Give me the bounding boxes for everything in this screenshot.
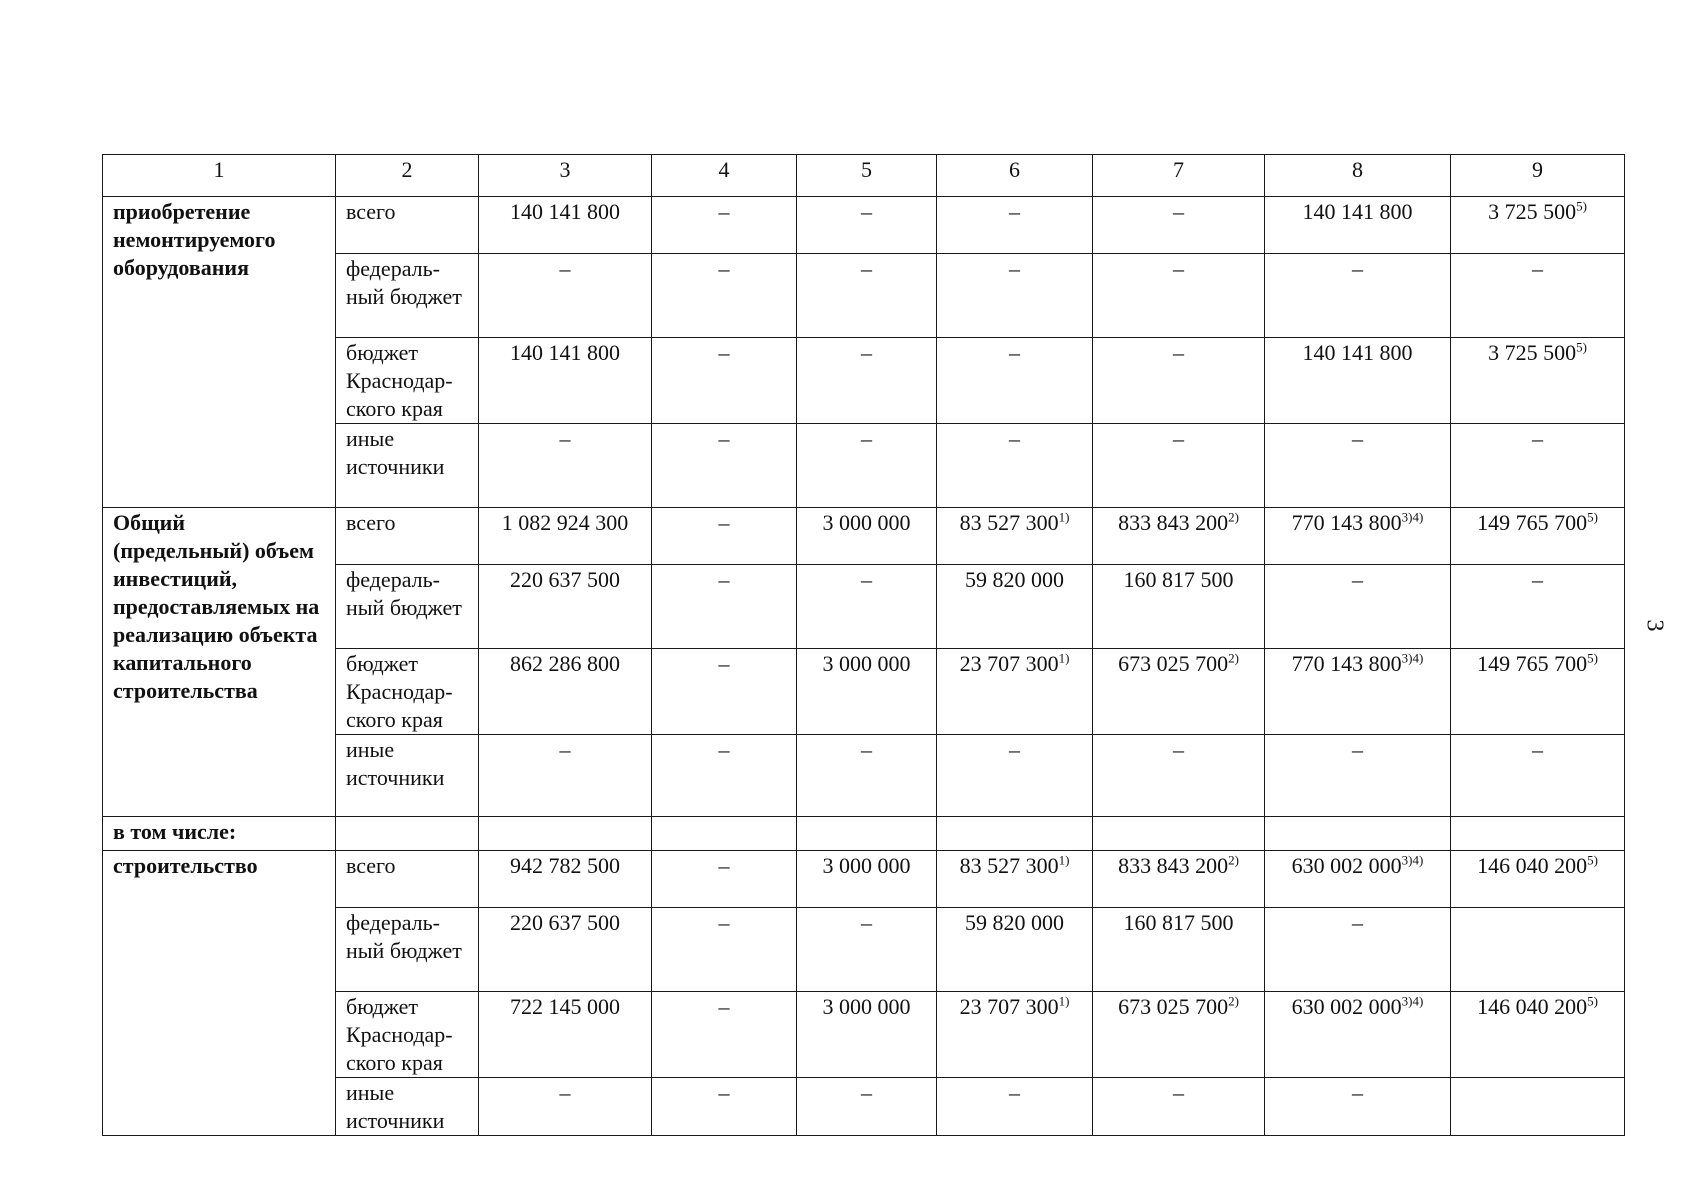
funding-source: всего xyxy=(336,851,479,908)
amount-value: 673 025 700 xyxy=(1118,651,1229,676)
amount-value: 630 002 000 xyxy=(1291,853,1402,878)
empty-cell xyxy=(1093,817,1265,851)
amount-cell xyxy=(1265,649,1451,735)
amount-cell xyxy=(1093,1078,1265,1136)
amount-value: – xyxy=(1173,340,1184,365)
table-row xyxy=(103,851,1625,908)
amount-cell xyxy=(1451,338,1625,424)
footnote-marker: 5) xyxy=(1587,509,1598,525)
amount-cell xyxy=(1093,565,1265,649)
amount-cell xyxy=(1265,338,1451,424)
amount-cell xyxy=(937,1078,1093,1136)
amount-cell xyxy=(1265,565,1451,649)
amount-cell xyxy=(937,649,1093,735)
amount-cell xyxy=(1093,424,1265,508)
amount-cell xyxy=(1093,735,1265,817)
amount-value: – xyxy=(559,256,571,281)
amount-cell xyxy=(479,851,652,908)
amount-value: 630 002 000 xyxy=(1291,994,1402,1019)
amount-value: 3 000 000 xyxy=(822,651,911,676)
column-number: 3 xyxy=(479,155,652,197)
amount-value: – xyxy=(718,853,730,878)
footnote-marker: 3)4) xyxy=(1401,852,1424,868)
amount-cell xyxy=(797,254,937,338)
amount-value: – xyxy=(1009,199,1020,224)
amount-cell xyxy=(1451,254,1625,338)
footnote-marker: 2) xyxy=(1228,509,1239,525)
amount-cell xyxy=(1093,338,1265,424)
amount-value: – xyxy=(559,426,571,451)
subsection-label: в том числе: xyxy=(103,817,336,851)
amount-cell xyxy=(797,565,937,649)
amount-value: 1 082 924 300 xyxy=(501,510,629,535)
amount-value: – xyxy=(559,737,571,762)
section-title: приобретение немонтируемого оборудования xyxy=(103,197,336,508)
amount-value: 146 040 200 xyxy=(1477,853,1588,878)
column-number: 2 xyxy=(336,155,479,197)
amount-value: 140 141 800 xyxy=(1302,340,1413,365)
amount-value: – xyxy=(718,737,730,762)
amount-value: – xyxy=(1532,426,1543,451)
amount-value: – xyxy=(861,1080,872,1105)
amount-value: – xyxy=(718,567,730,592)
amount-cell xyxy=(652,508,797,565)
empty-cell xyxy=(1451,817,1625,851)
amount-value: – xyxy=(1173,256,1184,281)
amount-value: 220 637 500 xyxy=(510,567,620,592)
amount-cell xyxy=(937,565,1093,649)
amount-cell xyxy=(652,424,797,508)
amount-value: 833 843 200 xyxy=(1118,853,1229,878)
amount-value: 140 141 800 xyxy=(1302,199,1413,224)
amount-value: – xyxy=(718,510,730,535)
footnote-marker: 3)4) xyxy=(1401,993,1424,1009)
funding-source: федераль-ный бюджет xyxy=(336,254,479,338)
amount-cell xyxy=(937,851,1093,908)
amount-cell xyxy=(652,565,797,649)
amount-value: 3 725 500 xyxy=(1488,199,1577,224)
amount-value: 3 000 000 xyxy=(822,853,911,878)
amount-value: 722 145 000 xyxy=(510,994,620,1019)
amount-value: – xyxy=(1173,737,1184,762)
amount-value: 23 707 300 xyxy=(959,651,1059,676)
amount-value: – xyxy=(1173,426,1184,451)
amount-value: 83 527 300 xyxy=(959,853,1059,878)
amount-value: 220 637 500 xyxy=(510,910,620,935)
amount-value: 770 143 800 xyxy=(1291,651,1402,676)
funding-source: бюджет Краснодар-ского края xyxy=(336,338,479,424)
amount-value: – xyxy=(718,1080,730,1105)
amount-cell xyxy=(1265,1078,1451,1136)
amount-value: 770 143 800 xyxy=(1291,510,1402,535)
empty-cell xyxy=(479,817,652,851)
amount-cell xyxy=(797,338,937,424)
amount-value: – xyxy=(1532,567,1543,592)
amount-value: – xyxy=(861,737,872,762)
amount-value: – xyxy=(861,910,872,935)
amount-cell xyxy=(652,338,797,424)
amount-cell xyxy=(1451,197,1625,254)
empty-cell xyxy=(797,817,937,851)
amount-value: 146 040 200 xyxy=(1477,994,1588,1019)
column-number: 5 xyxy=(797,155,937,197)
amount-value: 942 782 500 xyxy=(510,853,620,878)
funding-source: всего xyxy=(336,508,479,565)
amount-cell xyxy=(652,197,797,254)
amount-value: 3 000 000 xyxy=(822,994,911,1019)
amount-value: 149 765 700 xyxy=(1477,651,1588,676)
amount-cell xyxy=(937,735,1093,817)
amount-cell xyxy=(1451,565,1625,649)
section-title: Общий (предельный) объем инвестиций, предоставляемых на реализацию объекта капитального строительства xyxy=(103,508,336,817)
funding-source: всего xyxy=(336,197,479,254)
amount-value: – xyxy=(1352,256,1363,281)
column-number: 1 xyxy=(103,155,336,197)
amount-value: – xyxy=(718,199,730,224)
amount-value: 140 141 800 xyxy=(510,199,620,224)
footnote-marker: 5) xyxy=(1587,650,1598,666)
footnote-marker: 2) xyxy=(1228,650,1239,666)
column-number: 6 xyxy=(937,155,1093,197)
column-number: 7 xyxy=(1093,155,1265,197)
funding-source: иные источники xyxy=(336,1078,479,1136)
amount-cell xyxy=(937,508,1093,565)
amount-cell xyxy=(479,1078,652,1136)
footnote-marker: 2) xyxy=(1228,852,1239,868)
amount-cell xyxy=(1265,992,1451,1078)
amount-value: – xyxy=(861,567,872,592)
amount-cell xyxy=(479,254,652,338)
amount-value: – xyxy=(1352,910,1363,935)
amount-cell xyxy=(652,1078,797,1136)
footnote-marker: 1) xyxy=(1058,993,1070,1009)
amount-cell xyxy=(479,565,652,649)
amount-value: – xyxy=(718,340,730,365)
amount-cell xyxy=(1451,851,1625,908)
amount-cell xyxy=(652,735,797,817)
footnote-marker: 1) xyxy=(1058,509,1070,525)
amount-value: 3 000 000 xyxy=(822,510,911,535)
amount-cell xyxy=(797,508,937,565)
amount-cell xyxy=(479,197,652,254)
amount-value: 23 707 300 xyxy=(959,994,1059,1019)
amount-cell xyxy=(797,992,937,1078)
table-row xyxy=(103,197,1625,254)
amount-value: – xyxy=(1352,567,1363,592)
amount-cell xyxy=(652,649,797,735)
amount-cell xyxy=(1093,649,1265,735)
amount-cell xyxy=(1451,649,1625,735)
amount-value: – xyxy=(1352,1080,1363,1105)
amount-cell xyxy=(1093,908,1265,992)
investment-table xyxy=(102,154,1625,1136)
amount-cell xyxy=(797,197,937,254)
amount-cell xyxy=(1265,851,1451,908)
amount-value: – xyxy=(1173,1080,1184,1105)
amount-cell xyxy=(1451,992,1625,1078)
amount-value: – xyxy=(861,256,872,281)
amount-cell xyxy=(1265,735,1451,817)
amount-value: – xyxy=(1009,340,1020,365)
amount-value: 140 141 800 xyxy=(510,340,620,365)
amount-value: 160 817 500 xyxy=(1123,910,1234,935)
amount-value: – xyxy=(718,256,730,281)
amount-cell xyxy=(1451,1078,1625,1136)
column-number: 8 xyxy=(1265,155,1451,197)
footnote-marker: 3)4) xyxy=(1401,650,1424,666)
amount-cell xyxy=(652,992,797,1078)
footnote-marker: 5) xyxy=(1587,993,1598,1009)
funding-source: бюджет Краснодар-ского края xyxy=(336,649,479,735)
amount-value: – xyxy=(1532,737,1543,762)
amount-cell xyxy=(937,992,1093,1078)
footnote-marker: 2) xyxy=(1228,993,1239,1009)
empty-cell xyxy=(336,817,479,851)
amount-cell xyxy=(1265,254,1451,338)
amount-cell xyxy=(1265,908,1451,992)
amount-cell xyxy=(652,908,797,992)
amount-cell xyxy=(1451,735,1625,817)
amount-value: – xyxy=(718,426,730,451)
amount-value: – xyxy=(1352,426,1363,451)
amount-value: 83 527 300 xyxy=(959,510,1059,535)
amount-cell xyxy=(1093,197,1265,254)
amount-value: – xyxy=(1352,737,1363,762)
amount-value: 833 843 200 xyxy=(1118,510,1229,535)
amount-cell xyxy=(479,338,652,424)
amount-cell xyxy=(1265,508,1451,565)
amount-cell xyxy=(479,992,652,1078)
amount-cell xyxy=(1451,424,1625,508)
amount-cell xyxy=(797,649,937,735)
amount-cell xyxy=(937,197,1093,254)
amount-cell xyxy=(1451,508,1625,565)
amount-cell xyxy=(479,508,652,565)
funding-source: федераль-ный бюджет xyxy=(336,908,479,992)
amount-value: 59 820 000 xyxy=(965,910,1064,935)
amount-value: – xyxy=(1009,256,1020,281)
amount-cell xyxy=(479,424,652,508)
funding-source: иные источники xyxy=(336,735,479,817)
amount-cell xyxy=(479,908,652,992)
amount-value: – xyxy=(1009,1080,1020,1105)
column-number: 9 xyxy=(1451,155,1625,197)
amount-cell xyxy=(1093,254,1265,338)
amount-cell xyxy=(652,851,797,908)
amount-value: – xyxy=(1009,426,1020,451)
footnote-marker: 1) xyxy=(1058,650,1070,666)
amount-value: – xyxy=(1009,737,1020,762)
footnote-marker: 5) xyxy=(1587,852,1598,868)
amount-value: – xyxy=(1173,199,1184,224)
footnote-marker: 1) xyxy=(1058,852,1070,868)
amount-value: – xyxy=(1532,256,1543,281)
funding-source: иные источники xyxy=(336,424,479,508)
amount-cell xyxy=(937,424,1093,508)
column-number: 4 xyxy=(652,155,797,197)
empty-cell xyxy=(1265,817,1451,851)
amount-value: – xyxy=(718,994,730,1019)
amount-cell xyxy=(1093,992,1265,1078)
amount-cell xyxy=(937,254,1093,338)
amount-value: – xyxy=(718,651,730,676)
amount-value: 673 025 700 xyxy=(1118,994,1229,1019)
footnote-marker: 5) xyxy=(1576,198,1587,214)
amount-value: 59 820 000 xyxy=(965,567,1064,592)
table-row xyxy=(103,508,1625,565)
footnote-marker: 5) xyxy=(1576,339,1587,355)
amount-cell xyxy=(1265,197,1451,254)
amount-cell xyxy=(1451,908,1625,992)
section-title: строительство xyxy=(103,851,336,1136)
amount-value: – xyxy=(861,426,872,451)
amount-cell xyxy=(1265,424,1451,508)
amount-value: 160 817 500 xyxy=(1123,567,1234,592)
amount-cell xyxy=(797,908,937,992)
amount-cell xyxy=(797,735,937,817)
footnote-marker: 3)4) xyxy=(1401,509,1424,525)
amount-value: – xyxy=(559,1080,571,1105)
amount-cell xyxy=(1093,851,1265,908)
amount-value: – xyxy=(861,199,872,224)
amount-cell xyxy=(1093,508,1265,565)
amount-value: 3 725 500 xyxy=(1488,340,1577,365)
amount-value: 149 765 700 xyxy=(1477,510,1588,535)
amount-cell xyxy=(937,338,1093,424)
amount-value: – xyxy=(718,910,730,935)
amount-value: – xyxy=(861,340,872,365)
empty-cell xyxy=(937,817,1093,851)
amount-cell xyxy=(479,735,652,817)
amount-cell xyxy=(479,649,652,735)
column-number-row xyxy=(103,155,1625,197)
funding-source: федераль-ный бюджет xyxy=(336,565,479,649)
amount-cell xyxy=(797,424,937,508)
funding-source: бюджет Краснодар-ского края xyxy=(336,992,479,1078)
amount-cell xyxy=(937,908,1093,992)
amount-cell xyxy=(797,1078,937,1136)
amount-cell xyxy=(797,851,937,908)
empty-cell xyxy=(652,817,797,851)
amount-value: 862 286 800 xyxy=(510,651,620,676)
page-number: 3 xyxy=(1641,619,1668,632)
subsection-row xyxy=(103,817,1625,851)
amount-cell xyxy=(652,254,797,338)
